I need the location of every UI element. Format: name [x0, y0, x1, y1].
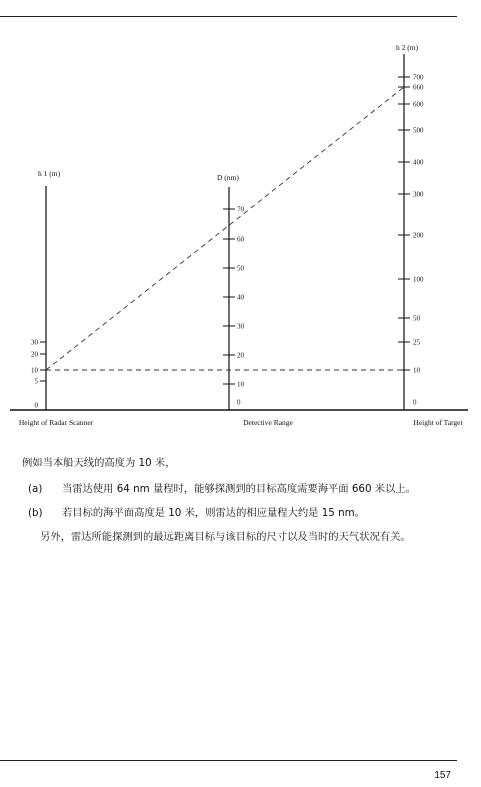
note-text: 另外，雷达所能探测到的最远距离目标与该目标的尺寸以及当时的天气状况有关。: [40, 531, 411, 543]
item-b: [28, 506, 365, 520]
intro-text: 例如当本船天线的高度为 10 米，: [22, 457, 176, 469]
tick-label-h2-700: 700: [413, 73, 424, 82]
item-a-text: 当雷达使用 64 nm 量程时，能够探测到的目标高度需要海平面 660 米以上。: [62, 483, 416, 495]
tick-label-h2-660: 660: [413, 83, 424, 92]
tick-label-D-10: 10: [237, 380, 244, 389]
tick-label-D-70: 70: [237, 205, 244, 214]
item-a: [28, 482, 416, 496]
tick-label-h2-300: 300: [413, 190, 424, 199]
tick-label-h2-500: 500: [413, 126, 424, 135]
item-b-text: 若目标的海平面高度是 10 米，则雷达的相应量程大约是 15 nm。: [62, 507, 365, 519]
tick-label-h2-200: 200: [413, 231, 424, 240]
item-a-mark: (a): [28, 483, 43, 495]
axis-title-h2: h 2 (m): [396, 43, 419, 52]
tick-label-D-0: 0: [237, 398, 241, 407]
axis-caption-h1: Height of Radar Scanner: [18, 418, 94, 427]
tick-label-h2-600: 600: [413, 100, 424, 109]
axis-caption-h2: Height of Target: [413, 418, 463, 427]
axis-caption-D: Detective Range: [243, 418, 293, 427]
tick-label-h1-30: 30: [31, 338, 38, 347]
tick-label-h2-100: 100: [413, 275, 424, 284]
item-b-mark: (b): [28, 507, 43, 519]
tick-label-D-40: 40: [237, 293, 244, 302]
bottom-rule: [0, 760, 457, 761]
tick-label-D-30: 30: [237, 322, 244, 331]
tick-label-h2-50: 50: [413, 314, 420, 323]
tick-label-h2-400: 400: [413, 158, 424, 167]
tick-label-h1-5: 5: [34, 377, 38, 386]
axis-title-D: D (nm): [217, 173, 239, 182]
tick-label-h2-0: 0: [413, 398, 417, 407]
tick-label-D-60: 60: [237, 235, 244, 244]
tick-label-h1-20: 20: [31, 350, 38, 359]
axis-title-h1: h 1 (m): [38, 169, 61, 178]
tick-label-h2-10: 10: [413, 366, 420, 375]
tick-label-h1-10: 10: [31, 366, 38, 375]
tick-label-D-50: 50: [237, 264, 244, 273]
tick-label-D-20: 20: [237, 351, 244, 360]
page-number: 157: [434, 770, 451, 781]
tick-label-h2-25: 25: [413, 338, 420, 347]
example-line-1: [46, 87, 404, 370]
tick-label-h1-0: 0: [34, 401, 38, 410]
